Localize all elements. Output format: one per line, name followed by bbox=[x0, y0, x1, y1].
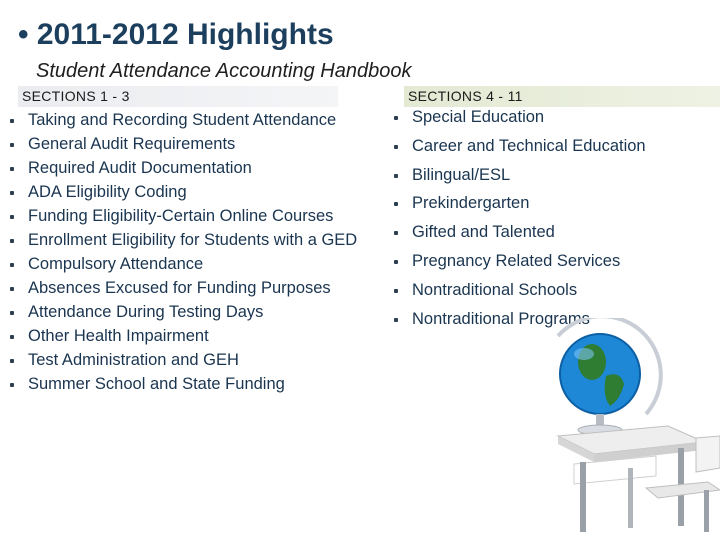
list-item-label: Special Education bbox=[412, 108, 545, 126]
list-item-label: Summer School and State Funding bbox=[28, 375, 285, 393]
bullet-icon bbox=[394, 289, 398, 293]
bullet-icon bbox=[10, 311, 14, 315]
bullet-icon bbox=[394, 231, 398, 235]
bullet-icon bbox=[10, 239, 14, 243]
bullet-icon bbox=[394, 174, 398, 178]
list-item bbox=[394, 280, 714, 300]
globe-on-school-desk-icon bbox=[528, 318, 720, 540]
list-item bbox=[394, 222, 714, 242]
bullet-icon bbox=[10, 191, 14, 195]
list-item bbox=[394, 107, 714, 127]
list-item-label: ADA Eligibility Coding bbox=[28, 183, 187, 201]
list-item-label: Taking and Recording Student Attendance bbox=[28, 111, 337, 129]
bullet-icon bbox=[394, 202, 398, 206]
list-item bbox=[10, 207, 370, 226]
list-item-label: General Audit Requirements bbox=[28, 135, 236, 153]
bullet-icon bbox=[10, 119, 14, 123]
list-item-label: Test Administration and GEH bbox=[28, 351, 239, 369]
list-item bbox=[10, 303, 370, 322]
list-item bbox=[10, 159, 370, 178]
list-item bbox=[10, 351, 370, 370]
bullet-icon bbox=[394, 318, 398, 322]
sections-4-11-list bbox=[394, 107, 714, 337]
list-item-label: Pregnancy Related Services bbox=[412, 251, 621, 270]
bullet-icon bbox=[394, 260, 398, 264]
list-item-label: Gifted and Talented bbox=[412, 223, 555, 242]
list-item-label: Prekindergarten bbox=[412, 194, 530, 213]
list-item bbox=[10, 255, 370, 274]
list-item-label: Nontraditional Programs bbox=[412, 309, 590, 328]
list-item-label: Nontraditional Schools bbox=[412, 280, 578, 299]
list-item-label: Enrollment Eligibility for Students with a GED bbox=[28, 231, 358, 249]
bullet-icon bbox=[10, 215, 14, 219]
list-item-label: Funding Eligibility-Certain Online Courses bbox=[28, 207, 334, 225]
list-item-label: Attendance During Testing Days bbox=[28, 303, 264, 321]
sections-1-3-list bbox=[10, 111, 370, 399]
bullet-icon bbox=[10, 167, 14, 171]
bullet-icon bbox=[394, 116, 398, 120]
list-item bbox=[10, 135, 370, 154]
sections-1-3-heading: SECTIONS 1 - 3 bbox=[18, 86, 338, 107]
list-item bbox=[394, 251, 714, 271]
list-item bbox=[10, 279, 370, 298]
list-item bbox=[10, 375, 370, 394]
list-item bbox=[394, 193, 714, 213]
bullet-icon bbox=[394, 145, 398, 149]
list-item-label: Absences Excused for Funding Purposes bbox=[28, 279, 331, 297]
list-item-label: Career and Technical Education bbox=[412, 136, 646, 155]
list-item bbox=[10, 327, 370, 346]
list-item-label: Bilingual/ESL bbox=[412, 165, 511, 184]
list-item bbox=[394, 136, 714, 156]
bullet-icon bbox=[10, 263, 14, 267]
bullet-icon bbox=[10, 359, 14, 363]
list-item-label: Other Health Impairment bbox=[28, 327, 209, 345]
bullet-icon bbox=[10, 383, 14, 387]
sections-4-11-heading: SECTIONS 4 - 11 bbox=[404, 86, 720, 107]
list-item bbox=[10, 183, 370, 202]
bullet-icon bbox=[10, 335, 14, 339]
list-item-label: Compulsory Attendance bbox=[28, 255, 204, 273]
list-item-label: Required Audit Documentation bbox=[28, 159, 252, 177]
bullet-icon bbox=[10, 287, 14, 291]
bullet-icon bbox=[10, 143, 14, 147]
slide-title: • 2011-2012 Highlights bbox=[18, 18, 334, 51]
slide-subtitle: Student Attendance Accounting Handbook bbox=[36, 60, 412, 82]
list-item bbox=[394, 165, 714, 185]
list-item bbox=[10, 111, 370, 130]
list-item bbox=[10, 231, 370, 250]
